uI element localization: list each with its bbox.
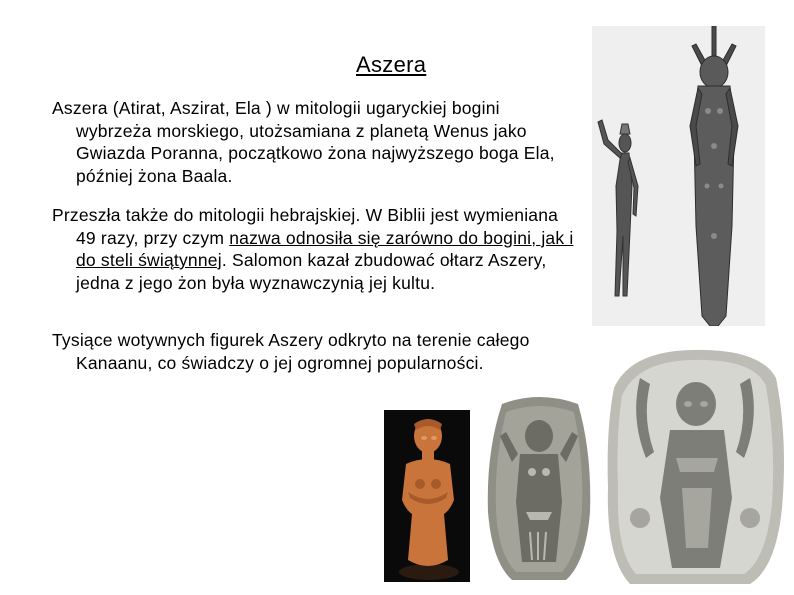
paragraph-1-text: (Atirat, Aszirat, Ela ) w mitologii ugaryckiej bogini wybrzeża morskiego, utożsamiana z planetą Wenus jako Gwiazda Poranna, początkowo żona najwyższego boga Ela, później żona Baala. [76,98,555,186]
paragraph-3: Tysiące wotywnych figurek Aszery odkryto na terenie całego Kanaanu, co świadczy o jej ogromnej popularności. [52,330,530,373]
metal-figurines-image [592,26,765,326]
stone-plaque-photo [482,392,596,584]
ivory-relief-image [600,348,788,586]
paragraph-2 [52,204,576,294]
metal-figurines-photo [592,26,765,326]
terracotta-figurine-photo [384,410,470,582]
paragraph-2-text-a: Przeszła także do mitologii hebrajskiej. W Biblii jest wymieniana 49 razy, przy czym [52,205,559,248]
paragraph-2-text-b: . Salomon kazał zbudować ołtarz Aszery, jedna z jego żon była wyznawczynią jej kultu. [76,250,547,293]
paragraph-1 [52,97,576,187]
terracotta-figurine-image [384,410,470,582]
paragraph-2-underlined: nazwa odnosiła się zarówno do bogini, jak i do steli świątynnej [76,227,574,270]
ivory-relief-photo [600,348,788,586]
paragraph-1-lead: Aszera [52,98,108,118]
slide-title: Aszera [356,52,427,77]
stone-plaque-image [482,392,596,584]
